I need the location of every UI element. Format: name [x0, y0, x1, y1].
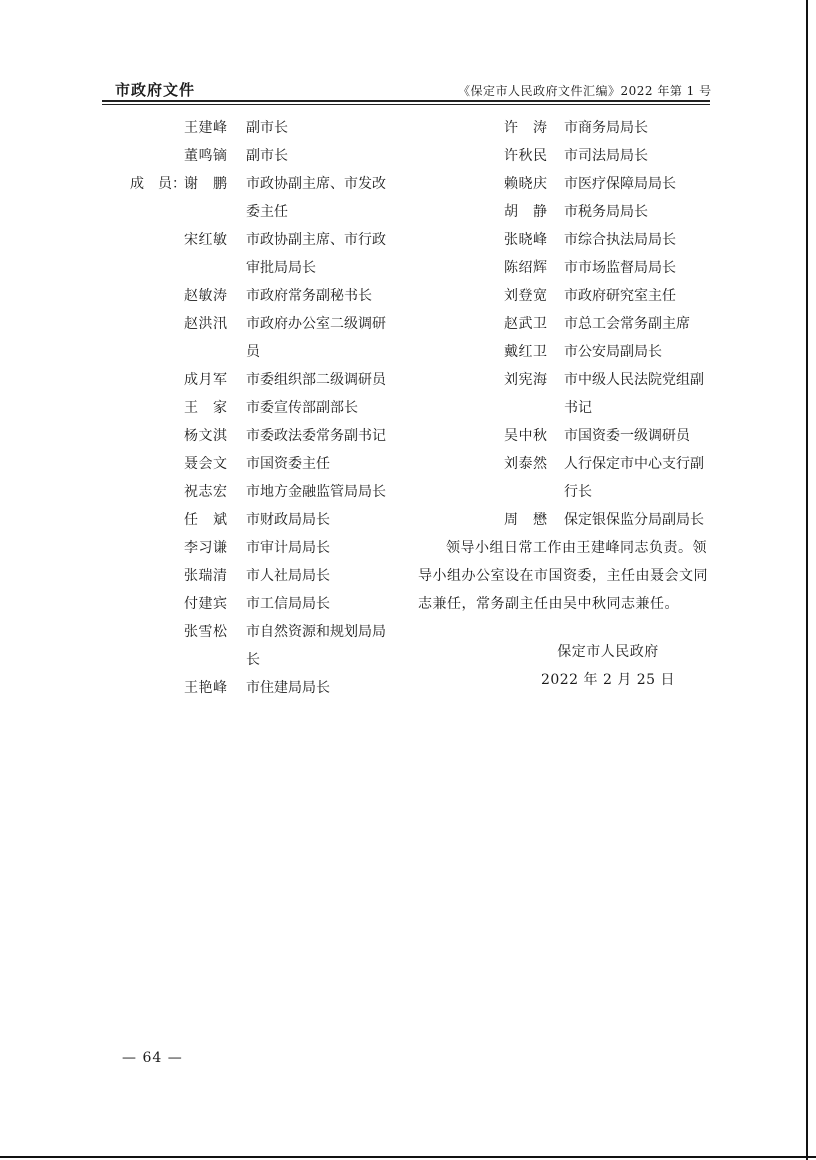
member-role — [246, 142, 396, 170]
member-role — [564, 310, 710, 338]
member-role — [564, 282, 710, 310]
member-role — [564, 142, 710, 170]
signature-org: 保定市人民政府 — [557, 644, 659, 660]
member-role-line: 书记 — [564, 400, 592, 416]
member-name: 董鸣镝 — [184, 148, 228, 164]
member-name: 胡 静 — [504, 204, 548, 220]
page-edge-right — [806, 0, 808, 1160]
member-row — [130, 394, 410, 422]
member-role-line: 市国资委主任 — [246, 456, 330, 472]
member-role-line: 员 — [246, 344, 260, 360]
member-row — [130, 226, 410, 282]
member-row — [130, 590, 410, 618]
member-role — [246, 562, 396, 590]
member-name: 刘登宽 — [504, 288, 548, 304]
member-name: 张瑞清 — [184, 568, 228, 584]
member-name: 赖晓庆 — [504, 176, 548, 192]
member-role-line: 市审计局局长 — [246, 540, 330, 556]
member-row — [418, 170, 710, 198]
member-name: 周 懋 — [504, 512, 548, 528]
member-name: 聂会文 — [184, 456, 228, 472]
member-role-line: 市委组织部二级调研员 — [246, 372, 386, 388]
member-role — [564, 338, 710, 366]
member-row — [130, 142, 410, 170]
member-row — [418, 142, 710, 170]
member-name: 吴中秋 — [504, 428, 548, 444]
member-row — [418, 282, 710, 310]
member-row — [130, 310, 410, 366]
member-name: 王建峰 — [184, 120, 228, 136]
member-row — [130, 422, 410, 450]
member-name: 赵敏涛 — [184, 288, 228, 304]
member-role — [564, 506, 710, 534]
member-role — [564, 226, 710, 254]
member-name: 赵洪汛 — [184, 316, 228, 332]
member-role-line: 市工信局局长 — [246, 596, 330, 612]
member-name: 赵武卫 — [504, 316, 548, 332]
member-row — [130, 674, 410, 702]
member-name: 许秋民 — [504, 148, 548, 164]
member-row — [130, 534, 410, 562]
member-name: 任 斌 — [184, 512, 228, 528]
member-role-line: 行长 — [564, 484, 592, 500]
member-row — [130, 562, 410, 590]
member-role — [564, 114, 710, 142]
page-number: — 64 — — [122, 1050, 183, 1066]
member-row — [418, 310, 710, 338]
member-name: 戴红卫 — [504, 344, 548, 360]
member-role — [246, 478, 396, 506]
header-publication: 《保定市人民政府文件汇编》2022 年第 1 号 — [458, 84, 712, 98]
member-name: 刘宪海 — [504, 372, 548, 388]
member-role-line: 市公安局副局长 — [564, 344, 662, 360]
member-role-line: 副市长 — [246, 120, 288, 136]
member-role-line: 市政府办公室二级调研 — [246, 316, 386, 332]
member-role — [246, 506, 396, 534]
member-name: 杨文淇 — [184, 428, 228, 444]
page-edge-bottom — [0, 1156, 816, 1158]
member-role — [246, 618, 396, 674]
member-row — [130, 506, 410, 534]
member-role-line: 市国资委一级调研员 — [564, 428, 690, 444]
member-role — [246, 590, 396, 618]
member-role — [246, 282, 396, 310]
member-role-line: 副市长 — [246, 148, 288, 164]
member-row — [418, 422, 710, 450]
member-role — [564, 422, 710, 450]
member-role-line: 市委宣传部副部长 — [246, 400, 358, 416]
member-role-line: 保定银保监分局副局长 — [564, 512, 704, 528]
member-name: 宋红敏 — [184, 232, 228, 248]
members-left-column — [130, 114, 410, 702]
member-role — [564, 450, 710, 506]
member-row — [130, 450, 410, 478]
member-name: 张雪松 — [184, 624, 228, 640]
member-role-line: 委主任 — [246, 204, 288, 220]
member-row — [130, 618, 410, 674]
member-role — [246, 170, 396, 226]
member-role — [246, 310, 396, 366]
member-row — [130, 170, 410, 226]
member-role-line: 市商务局局长 — [564, 120, 648, 136]
member-role-line: 市综合执法局局长 — [564, 232, 676, 248]
member-row — [130, 478, 410, 506]
member-name: 王艳峰 — [184, 680, 228, 696]
member-row — [130, 366, 410, 394]
member-role-line: 市住建局局长 — [246, 680, 330, 696]
member-name: 许 涛 — [504, 120, 548, 136]
member-role — [564, 170, 710, 198]
member-name: 刘泰然 — [504, 456, 548, 472]
member-role-line: 市政府常务副秘书长 — [246, 288, 372, 304]
member-role — [564, 254, 710, 282]
member-role — [246, 422, 396, 450]
member-role — [564, 366, 710, 422]
member-role-line: 市总工会常务副主席 — [564, 316, 690, 332]
member-role-line: 市税务局局长 — [564, 204, 648, 220]
member-row — [418, 338, 710, 366]
member-name: 成月军 — [184, 372, 228, 388]
member-role-line: 市政协副主席、市行政 — [246, 232, 386, 248]
member-label: 成 员： — [130, 176, 186, 192]
member-row — [130, 282, 410, 310]
member-row — [418, 506, 710, 534]
notice-paragraph: 领导小组日常工作由王建峰同志负责。领导小组办公室设在市国资委，主任由聂会文同志兼任，常务副主任由吴中秋同志兼任。 — [418, 540, 708, 612]
member-name: 李习谦 — [184, 540, 228, 556]
member-row — [130, 114, 410, 142]
members-right-list — [418, 114, 710, 534]
member-name: 谢 鹏 — [184, 176, 228, 192]
right-column — [418, 114, 710, 694]
member-name: 陈绍辉 — [504, 260, 548, 276]
member-role-line: 人行保定市中心支行副 — [564, 456, 704, 472]
member-row — [418, 366, 710, 422]
member-role — [246, 394, 396, 422]
member-role-line: 市政协副主席、市发改 — [246, 176, 386, 192]
member-row — [418, 226, 710, 254]
member-role-line: 市委政法委常务副书记 — [246, 428, 386, 444]
header-rule — [102, 100, 710, 102]
header-rule-thin — [102, 104, 710, 105]
member-role-line: 长 — [246, 652, 260, 668]
member-role — [246, 534, 396, 562]
header-title: 市政府文件 — [115, 81, 196, 99]
signature-date: 2022 年 2 月 25 日 — [540, 672, 676, 688]
member-role-line: 市医疗保障局局长 — [564, 176, 676, 192]
member-role-line: 市自然资源和规划局局 — [246, 624, 386, 640]
member-role — [564, 198, 710, 226]
member-role-line: 市人社局局长 — [246, 568, 330, 584]
member-row — [418, 198, 710, 226]
member-role-line: 审批局局长 — [246, 260, 316, 276]
member-role-line: 市地方金融监管局局长 — [246, 484, 386, 500]
member-role — [246, 226, 396, 282]
member-role-line: 市司法局局长 — [564, 148, 648, 164]
member-role-line: 市财政局局长 — [246, 512, 330, 528]
member-name: 付建宾 — [184, 596, 228, 612]
member-row — [418, 450, 710, 506]
member-role-line: 市中级人民法院党组副 — [564, 372, 704, 388]
member-role-line: 市市场监督局局长 — [564, 260, 676, 276]
member-name: 祝志宏 — [184, 484, 228, 500]
member-row — [418, 114, 710, 142]
member-role — [246, 674, 396, 702]
member-role — [246, 366, 396, 394]
member-role — [246, 450, 396, 478]
member-name: 王 家 — [184, 400, 228, 416]
member-role — [246, 114, 396, 142]
member-role-line: 市政府研究室主任 — [564, 288, 676, 304]
member-row — [418, 254, 710, 282]
member-name: 张晓峰 — [504, 232, 548, 248]
